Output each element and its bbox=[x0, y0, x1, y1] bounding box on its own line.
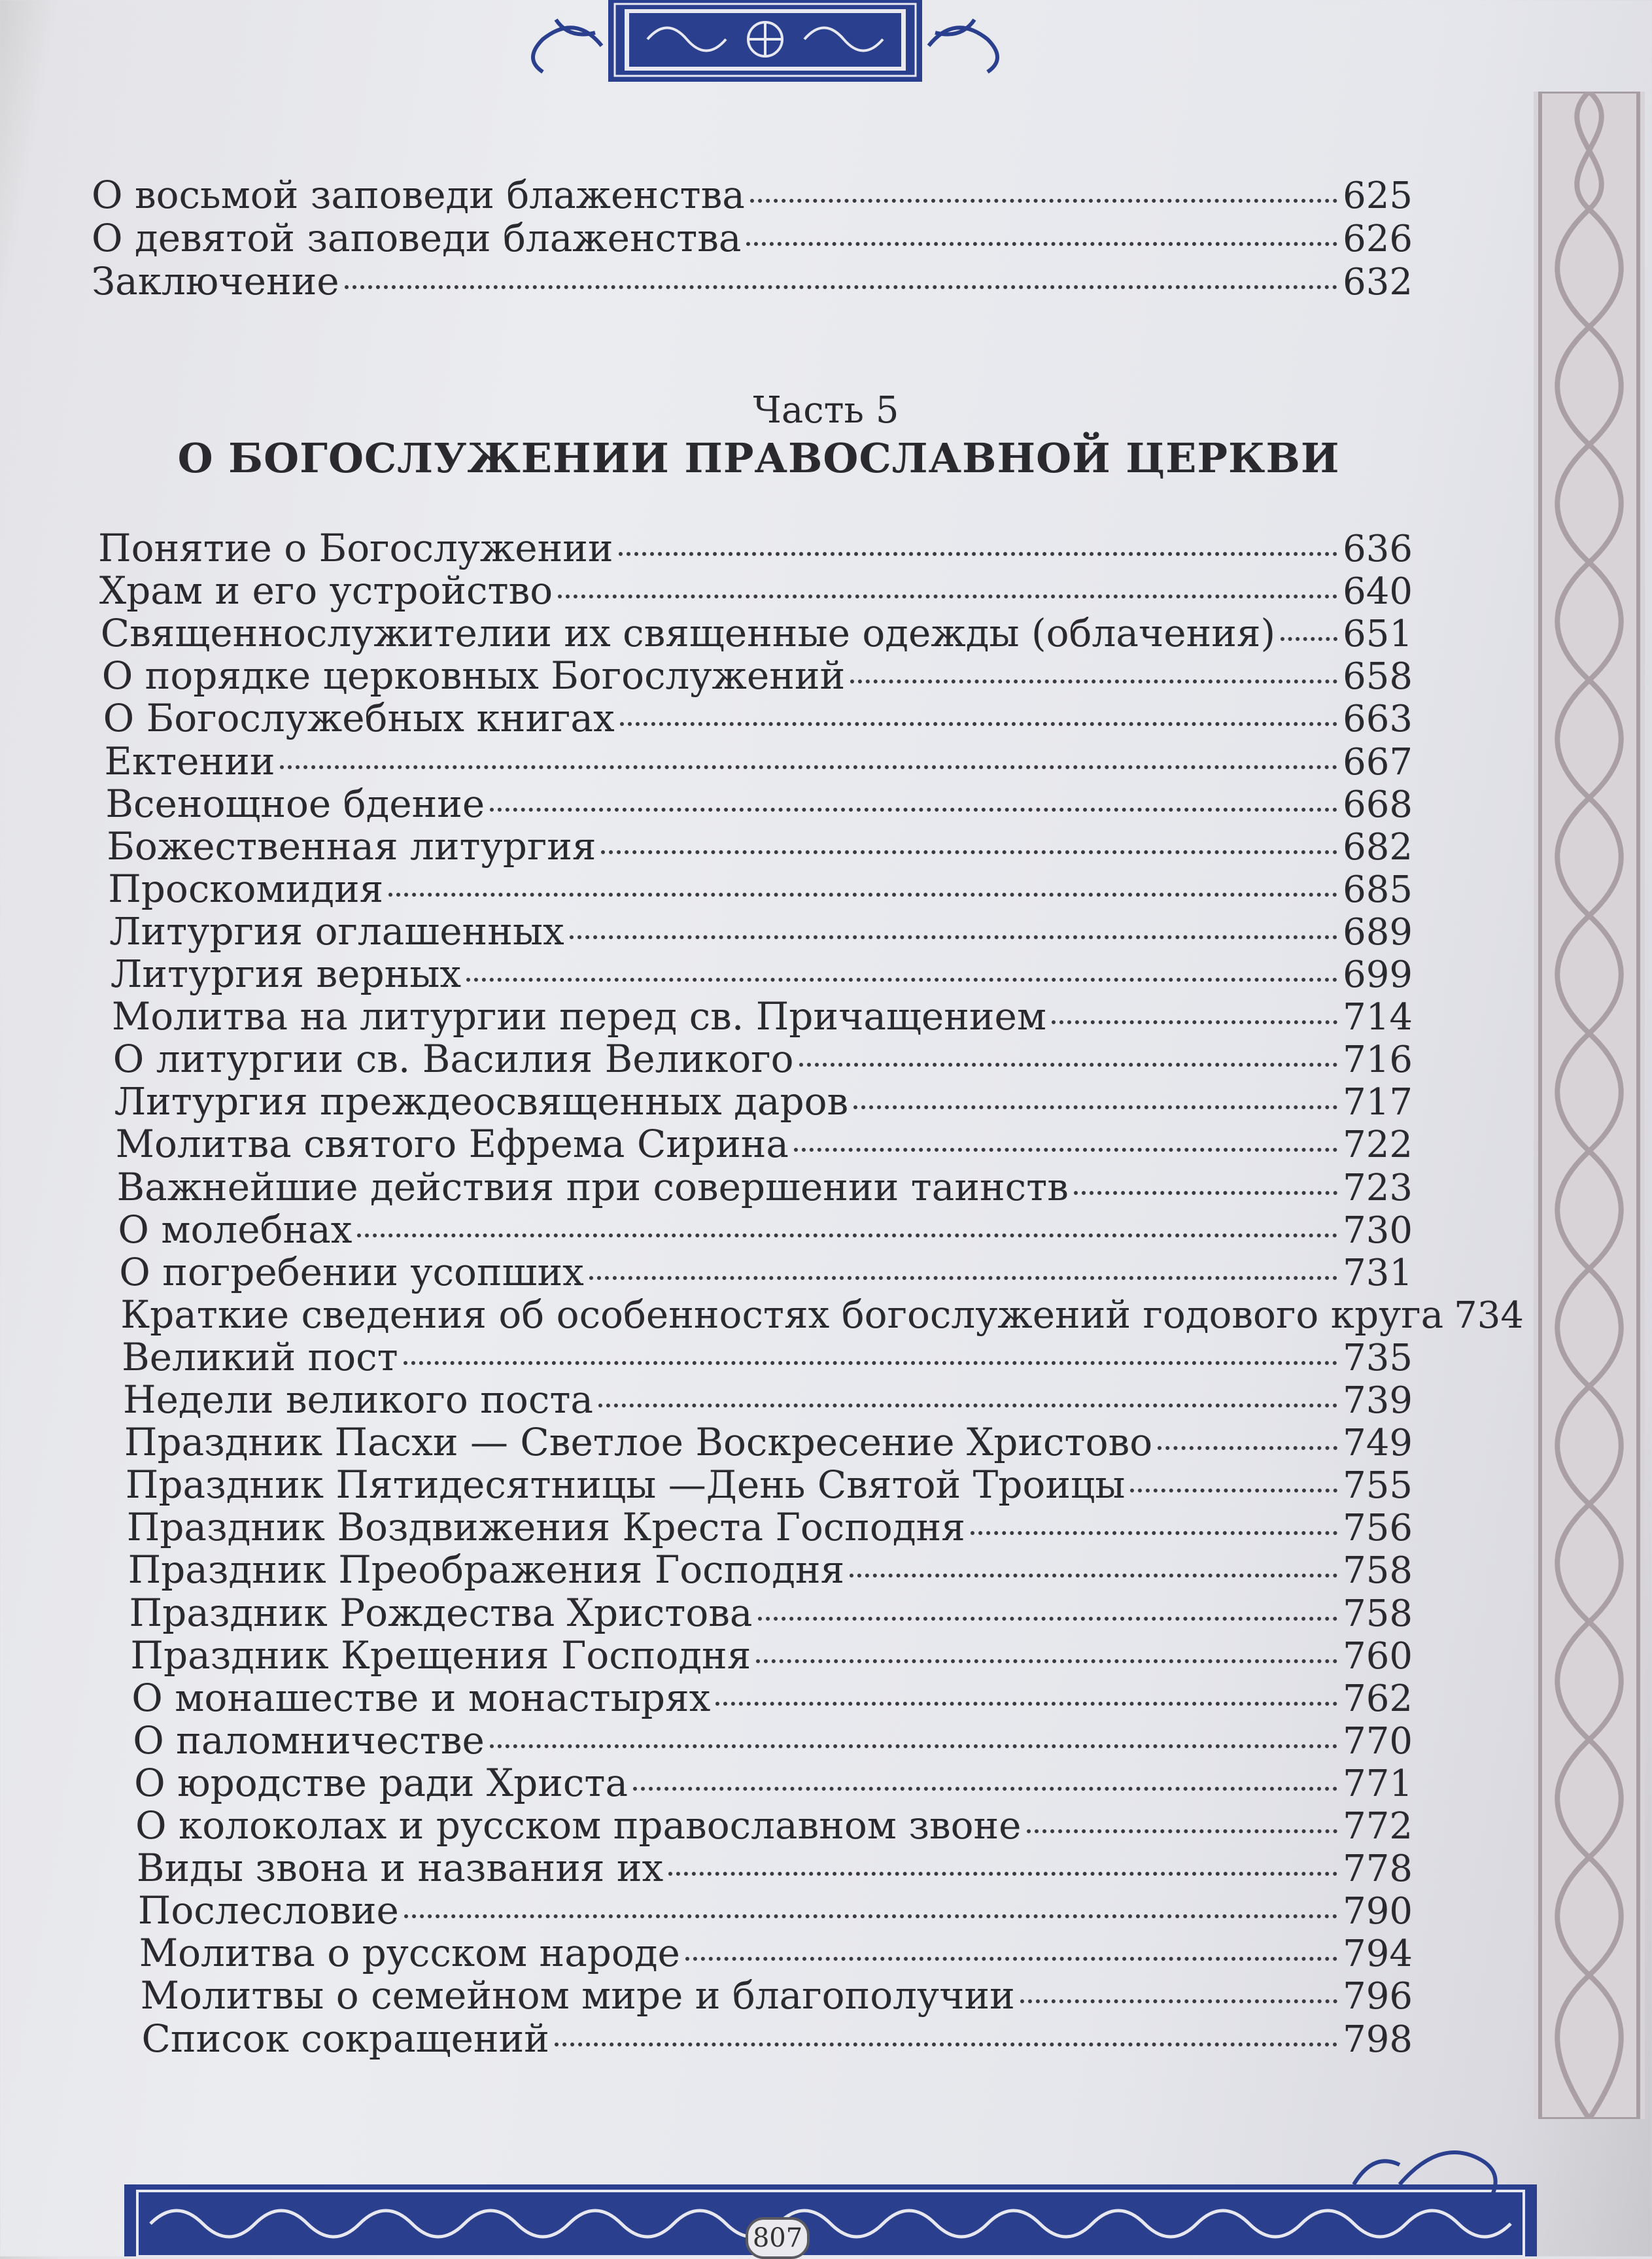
leader-dots bbox=[357, 1233, 1337, 1237]
toc-entry-page: 625 bbox=[1343, 175, 1413, 217]
toc-entry bbox=[126, 1463, 1413, 1508]
leader-dots bbox=[1281, 637, 1337, 641]
toc-entry-page: 730 bbox=[1343, 1209, 1413, 1252]
toc-entry bbox=[111, 952, 1413, 997]
toc-entry-page: 790 bbox=[1343, 1890, 1413, 1933]
leader-dots bbox=[619, 552, 1338, 556]
leader-dots bbox=[558, 595, 1337, 598]
toc-entry bbox=[131, 1676, 1413, 1721]
leader-dots bbox=[466, 978, 1337, 982]
toc-entry bbox=[134, 1761, 1413, 1806]
toc-entry-title: Великий пост bbox=[122, 1335, 398, 1379]
toc-entry bbox=[116, 1122, 1413, 1167]
toc-entry bbox=[139, 1931, 1413, 1976]
page-number: 807 bbox=[746, 2217, 810, 2259]
toc-entry bbox=[105, 740, 1413, 784]
toc-entry-page: 762 bbox=[1343, 1678, 1413, 1720]
leader-dots bbox=[746, 242, 1337, 246]
toc-entry-page: 714 bbox=[1343, 996, 1413, 1039]
leader-dots bbox=[570, 935, 1337, 939]
toc-entry-title: Послесловие bbox=[137, 1888, 399, 1933]
leader-dots bbox=[971, 1531, 1337, 1535]
toc-entry-title: О литургии св. Василия Великого bbox=[112, 1037, 794, 1081]
toc-entry-page: 796 bbox=[1343, 1975, 1413, 2018]
part-title: О БОГОСЛУЖЕНИИ ПРАВОСЛАВНОЙ ЦЕРКВИ bbox=[177, 434, 1340, 482]
ornament-bottom-icon bbox=[124, 2126, 1537, 2256]
toc-entry-title: Праздник Рождества Христова bbox=[129, 1591, 753, 1635]
leader-dots bbox=[490, 808, 1337, 812]
leader-dots bbox=[850, 680, 1337, 683]
toc-entry-page: 771 bbox=[1343, 1763, 1413, 1805]
toc-entry bbox=[142, 2017, 1413, 2061]
toc-entry-page: 794 bbox=[1343, 1933, 1413, 1975]
toc-entry-page: 778 bbox=[1343, 1848, 1413, 1890]
toc-entry-page: 699 bbox=[1343, 954, 1413, 996]
leader-dots bbox=[404, 1914, 1337, 1918]
toc-entry-page: 758 bbox=[1343, 1549, 1413, 1592]
toc-entry-page: 770 bbox=[1343, 1720, 1413, 1763]
toc-entry-title: О юродстве ради Христа bbox=[134, 1761, 628, 1805]
toc-entry-page: 731 bbox=[1343, 1252, 1413, 1294]
toc-entry-page: 749 bbox=[1343, 1422, 1413, 1464]
toc-entry-title: Праздник Воздвижения Креста Господня bbox=[126, 1505, 965, 1549]
toc-entry bbox=[138, 1889, 1413, 1933]
leader-dots bbox=[1020, 1999, 1337, 2003]
toc-entry bbox=[118, 1208, 1413, 1252]
toc-entry-page: 668 bbox=[1343, 784, 1413, 826]
toc-entry-page: 717 bbox=[1343, 1081, 1413, 1124]
toc-entry-page: 640 bbox=[1343, 570, 1413, 613]
leader-dots bbox=[850, 1574, 1337, 1578]
toc-entry-title: Всенощное бдение bbox=[105, 782, 485, 826]
toc-entry-title: Молитва святого Ефрема Сирина bbox=[115, 1122, 789, 1166]
leader-dots bbox=[668, 1872, 1337, 1876]
toc-entry-page: 756 bbox=[1343, 1507, 1413, 1549]
toc-entry bbox=[92, 173, 1413, 218]
leader-dots bbox=[345, 285, 1337, 289]
toc-entry bbox=[92, 216, 1413, 261]
toc-entry bbox=[108, 867, 1413, 912]
toc-entry bbox=[98, 526, 1413, 571]
toc-entry bbox=[124, 1421, 1413, 1465]
leader-dots bbox=[589, 1276, 1337, 1280]
toc-entry-page: 667 bbox=[1343, 741, 1413, 784]
leader-dots bbox=[685, 1957, 1337, 1961]
toc-entry bbox=[114, 1080, 1413, 1124]
toc-entry-page: 632 bbox=[1343, 261, 1413, 303]
toc-entry bbox=[137, 1846, 1413, 1891]
leader-dots bbox=[633, 1787, 1337, 1791]
toc-entry bbox=[109, 910, 1413, 954]
toc-entry-title: Праздник Преображения Господня bbox=[128, 1547, 845, 1592]
toc-entry-page: 772 bbox=[1343, 1805, 1413, 1848]
toc-entry-page: 755 bbox=[1343, 1464, 1413, 1507]
toc-entry-title: Божественная литургия bbox=[107, 824, 596, 869]
toc-entry-title: О погребении усопших bbox=[119, 1250, 584, 1294]
leader-dots bbox=[1130, 1489, 1337, 1492]
leader-dots bbox=[1074, 1191, 1337, 1195]
toc-entry-page: 739 bbox=[1343, 1379, 1413, 1422]
toc-entry bbox=[122, 1336, 1413, 1380]
leader-dots bbox=[758, 1617, 1338, 1621]
toc-entry-title: О паломничестве bbox=[133, 1718, 485, 1763]
toc-entry-page: 651 bbox=[1343, 613, 1413, 655]
toc-entry-page: 689 bbox=[1343, 911, 1413, 954]
toc-entry-page: 636 bbox=[1343, 528, 1413, 570]
leader-dots bbox=[620, 722, 1337, 726]
toc-entry-title: Священнослужителии их священные одежды (облачения) bbox=[100, 611, 1276, 655]
toc-entry-title: Литургия верных bbox=[111, 952, 462, 996]
toc-entry-title: Праздник Пасхи — Светлое Воскресение Христово bbox=[124, 1420, 1153, 1464]
toc-entry-title: Понятие о Богослужении bbox=[98, 526, 613, 570]
toc-entry bbox=[133, 1719, 1413, 1763]
toc-entry bbox=[130, 1634, 1413, 1678]
toc-entry bbox=[120, 1292, 1524, 1337]
leader-dots bbox=[750, 199, 1337, 203]
toc-entry-title: Ектении bbox=[104, 739, 275, 784]
toc-entry bbox=[99, 569, 1413, 613]
part-label: Часть 5 bbox=[753, 389, 899, 432]
toc-entry-title: Молитва о русском народе bbox=[139, 1931, 680, 1975]
toc-entry bbox=[103, 697, 1413, 741]
toc-entry-title: Молитвы о семейном мире и благополучии bbox=[140, 1973, 1015, 2018]
toc-entry-title: Проскомидия bbox=[108, 867, 384, 911]
toc-entry-title: О молебнах bbox=[118, 1207, 353, 1252]
leader-dots bbox=[598, 1404, 1337, 1407]
toc-entry bbox=[117, 1165, 1413, 1210]
leader-dots bbox=[1158, 1446, 1337, 1450]
leader-dots bbox=[799, 1063, 1338, 1067]
toc-entry-title: О восьмой заповеди блаженства bbox=[92, 173, 745, 217]
toc-entry bbox=[101, 612, 1413, 656]
toc-entry bbox=[141, 1974, 1413, 2018]
leader-dots bbox=[756, 1659, 1337, 1663]
toc-entry bbox=[119, 1250, 1413, 1295]
leader-dots bbox=[794, 1148, 1337, 1152]
toc-entry bbox=[129, 1591, 1413, 1636]
toc-entry-page: 760 bbox=[1343, 1635, 1413, 1678]
toc-entry-title: Литургия оглашенных bbox=[109, 909, 564, 954]
toc-entry-page: 682 bbox=[1343, 826, 1413, 869]
toc-entry-title: Заключение bbox=[92, 259, 339, 303]
toc-entry-title: Виды звона и названия их bbox=[136, 1846, 664, 1890]
toc-entry-page: 626 bbox=[1343, 218, 1413, 260]
toc-entry bbox=[102, 654, 1413, 698]
leader-dots bbox=[1027, 1829, 1338, 1833]
toc-entry-page: 798 bbox=[1343, 2018, 1413, 2061]
toc-entry bbox=[112, 995, 1413, 1039]
leader-dots bbox=[853, 1105, 1337, 1109]
toc-entry bbox=[105, 782, 1413, 827]
toc-entry-page: 758 bbox=[1343, 1593, 1413, 1635]
toc-entry-title: О монашестве и монастырях bbox=[131, 1676, 711, 1720]
toc-entry bbox=[128, 1548, 1413, 1593]
leader-dots bbox=[404, 1361, 1337, 1365]
leader-dots bbox=[715, 1702, 1337, 1706]
toc-entry-title: Список сокращений bbox=[141, 2016, 549, 2061]
toc-entry-page: 716 bbox=[1343, 1039, 1413, 1081]
toc-entry-title: Недели великого поста bbox=[123, 1377, 593, 1422]
toc-entry-page: 685 bbox=[1343, 869, 1413, 911]
leader-dots bbox=[490, 1744, 1337, 1748]
toc-entry-page: 658 bbox=[1343, 655, 1413, 698]
toc-entry-page: 663 bbox=[1343, 698, 1413, 740]
toc-entry-page: 722 bbox=[1343, 1124, 1413, 1166]
leader-dots bbox=[280, 765, 1337, 769]
toc-entry-page: 734 bbox=[1454, 1294, 1524, 1337]
leader-dots bbox=[555, 2043, 1337, 2046]
toc-entry bbox=[107, 825, 1413, 869]
toc-entry bbox=[135, 1804, 1413, 1848]
toc-entry bbox=[123, 1378, 1413, 1423]
toc-entry-title: О колоколах и русском православном звоне bbox=[135, 1803, 1022, 1848]
toc-entry-page: 735 bbox=[1343, 1337, 1413, 1379]
toc-entry-title: О девятой заповеди блаженства bbox=[92, 216, 742, 260]
toc-entry-title: Праздник Крещения Господня bbox=[130, 1633, 751, 1678]
toc-entry-title: О порядке церковных Богослужений bbox=[101, 653, 846, 698]
toc-entry-title: Праздник Пятидесятницы —День Святой Троицы bbox=[125, 1462, 1126, 1507]
leader-dots bbox=[1052, 1020, 1337, 1024]
toc-entry-title: Литургия преждеосвященных даров bbox=[114, 1079, 849, 1124]
toc-entry bbox=[92, 260, 1413, 304]
toc-entry-page: 723 bbox=[1343, 1167, 1413, 1209]
leader-dots bbox=[601, 850, 1337, 854]
toc-entry-title: Важнейшие действия при совершении таинств bbox=[116, 1165, 1069, 1209]
toc-entry-title: О Богослужебных книгах bbox=[103, 696, 615, 740]
toc-entry bbox=[127, 1506, 1413, 1550]
leader-dots bbox=[388, 893, 1337, 897]
toc-entry-title: Молитва на литургии перед св. Причащением bbox=[111, 994, 1046, 1039]
toc-entry-title: Храм и его устройство bbox=[99, 568, 553, 613]
toc-entry bbox=[113, 1037, 1413, 1082]
toc-entry-title: Краткие сведения об особенностях богослужений годового круга bbox=[120, 1292, 1444, 1337]
ornament-top-icon bbox=[517, 0, 1014, 98]
